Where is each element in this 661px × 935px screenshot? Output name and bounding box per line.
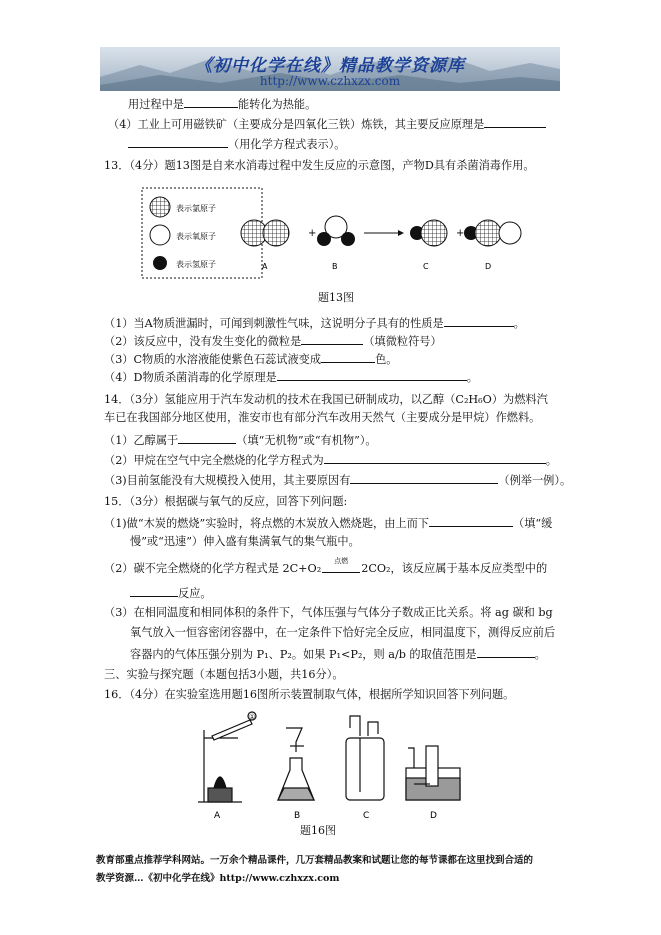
legend-label: 表示氯原子 (176, 204, 216, 213)
text-line: （2）碳不完全燃烧的化学方程式是 2C+O₂ 点燃 2CO₂，该反应属于基本反应类型中的 (104, 562, 547, 576)
plus-sign: + (456, 228, 465, 239)
apparatus-label: B (294, 811, 301, 820)
molecule-label: A (262, 262, 268, 271)
figure-16-caption: 题16图 (300, 824, 336, 837)
apparatus-label: C (363, 811, 370, 820)
apparatus-c-icon (346, 716, 384, 800)
hydrogen-atom-icon (153, 256, 167, 270)
text-line: （4）D物质杀菌消毒的化学原理是 。 (104, 371, 478, 384)
text-line: （4）工业上可用磁铁矿（主要成分是四氧化三铁）炼铁，其主要反应原理是 (108, 116, 546, 132)
molecule-d-atom (475, 220, 501, 246)
text-line: （2）甲烷在空气中完全燃烧的化学方程式为 。 (104, 454, 557, 467)
text-line: （1)做“木炭的燃烧”实验时，将点燃的木炭放入燃烧匙，由上而下 （填“缓 (104, 517, 553, 530)
apparatus-d-icon (406, 746, 460, 800)
text-line: （用化学方程式表示）。 (128, 136, 345, 152)
molecule-d-atom (499, 222, 521, 244)
reaction-condition: 点燃 (334, 557, 349, 565)
header-banner (100, 47, 560, 91)
text-line: （3）C物质的水溶液能使紫色石蕊试液变成 色。 (104, 353, 398, 366)
footer-line-1: 教育部重点推荐学科网站。一万余个精品课件，几万套精品教案和试题让您的每节课都在这里找到合适的 (96, 855, 534, 866)
text-line: （3）在相同温度和相同体积的条件下，气体压强与气体分子数成正比关系。将 ag 碳和 bg (104, 606, 553, 619)
arrow-head-icon (398, 230, 404, 236)
plus-sign: + (308, 228, 317, 239)
legend-label: 表示氧原子 (176, 232, 216, 241)
marker-one: ① (249, 713, 256, 721)
legend-label: 表示氢原子 (176, 260, 216, 269)
figure-13-caption: 题13图 (318, 291, 354, 304)
molecule-b-atom (341, 232, 355, 246)
text-line: 反应。 (130, 585, 212, 601)
banner-title: 《初中化学在线》精品教学资源库 (195, 56, 465, 76)
question-13: 13．（4分）题13图是自来水消毒过程中发生反应的示意图，产物D具有杀菌消毒作用。 (104, 159, 535, 172)
apparatus-b-icon (278, 728, 314, 800)
molecule-label: C (423, 262, 429, 271)
apparatus-label: A (214, 811, 221, 820)
banner-url[interactable]: http://www.czhxzx.com (259, 74, 401, 88)
text-line: 车已在我国部分地区使用，淮安市也有部分汽车改用天然气（主要成分是甲烷）作燃料。 (104, 411, 541, 424)
text-line: 容器内的气体压强分别为 P₁、P₂。如果 P₁<P₂，则 a/b 的取值范围是 。 (130, 648, 546, 661)
section-heading: 三、实验与探究题（本题包括3小题，共16分）。 (104, 668, 344, 681)
apparatus-a-icon (198, 712, 256, 802)
molecule-label: D (485, 262, 492, 271)
question-16: 16．（4分）在实验室选用题16图所示装置制取气体，根据所学知识回答下列问题。 (104, 688, 515, 701)
question-15: 15．（3分）根据碳与氧气的反应，回答下列问题: (104, 495, 348, 508)
text-line: 用过程中是 能转化为热能。 (128, 98, 317, 111)
text-line: （1）当A物质泄漏时，可闻到刺激性气味，这说明分子具有的性质是 。 (104, 317, 525, 330)
text-line: （2）该反应中，没有发生变化的微粒是 （填微粒符号） (104, 335, 442, 348)
figure-13-diagram (140, 185, 530, 290)
text-line: 氧气放入一恒容密闭容器中，在一定条件下恰好完全反应，相同温度下，测得反应前后 (130, 626, 556, 639)
chlorine-atom-icon (150, 197, 170, 217)
oxygen-atom-icon (150, 225, 170, 245)
footer-line-2: 教学资源…《初中化学在线》http://www.czhxzx.com (96, 873, 340, 884)
molecule-b-atom (317, 232, 331, 246)
text-line: 慢”或“迅速”）伸入盛有集满氧气的集气瓶中。 (130, 535, 360, 548)
apparatus-label: D (430, 811, 437, 820)
molecule-a-atom (263, 220, 289, 246)
question-14: 14．（3分）氢能应用于汽车发动机的技术在我国已研制成功，以乙醇（C₂H₆O）为燃料汽 (104, 393, 548, 406)
text-line: （1）乙醇属于 （填“无机物”或“有机物”）。 (104, 434, 377, 447)
molecule-c-atom (421, 220, 447, 246)
text-line: （3)目前氢能没有大规模投入使用，其主要原因有 （例举一例）。 (104, 474, 572, 487)
figure-16-apparatus (190, 708, 470, 820)
molecule-label: B (332, 262, 338, 271)
